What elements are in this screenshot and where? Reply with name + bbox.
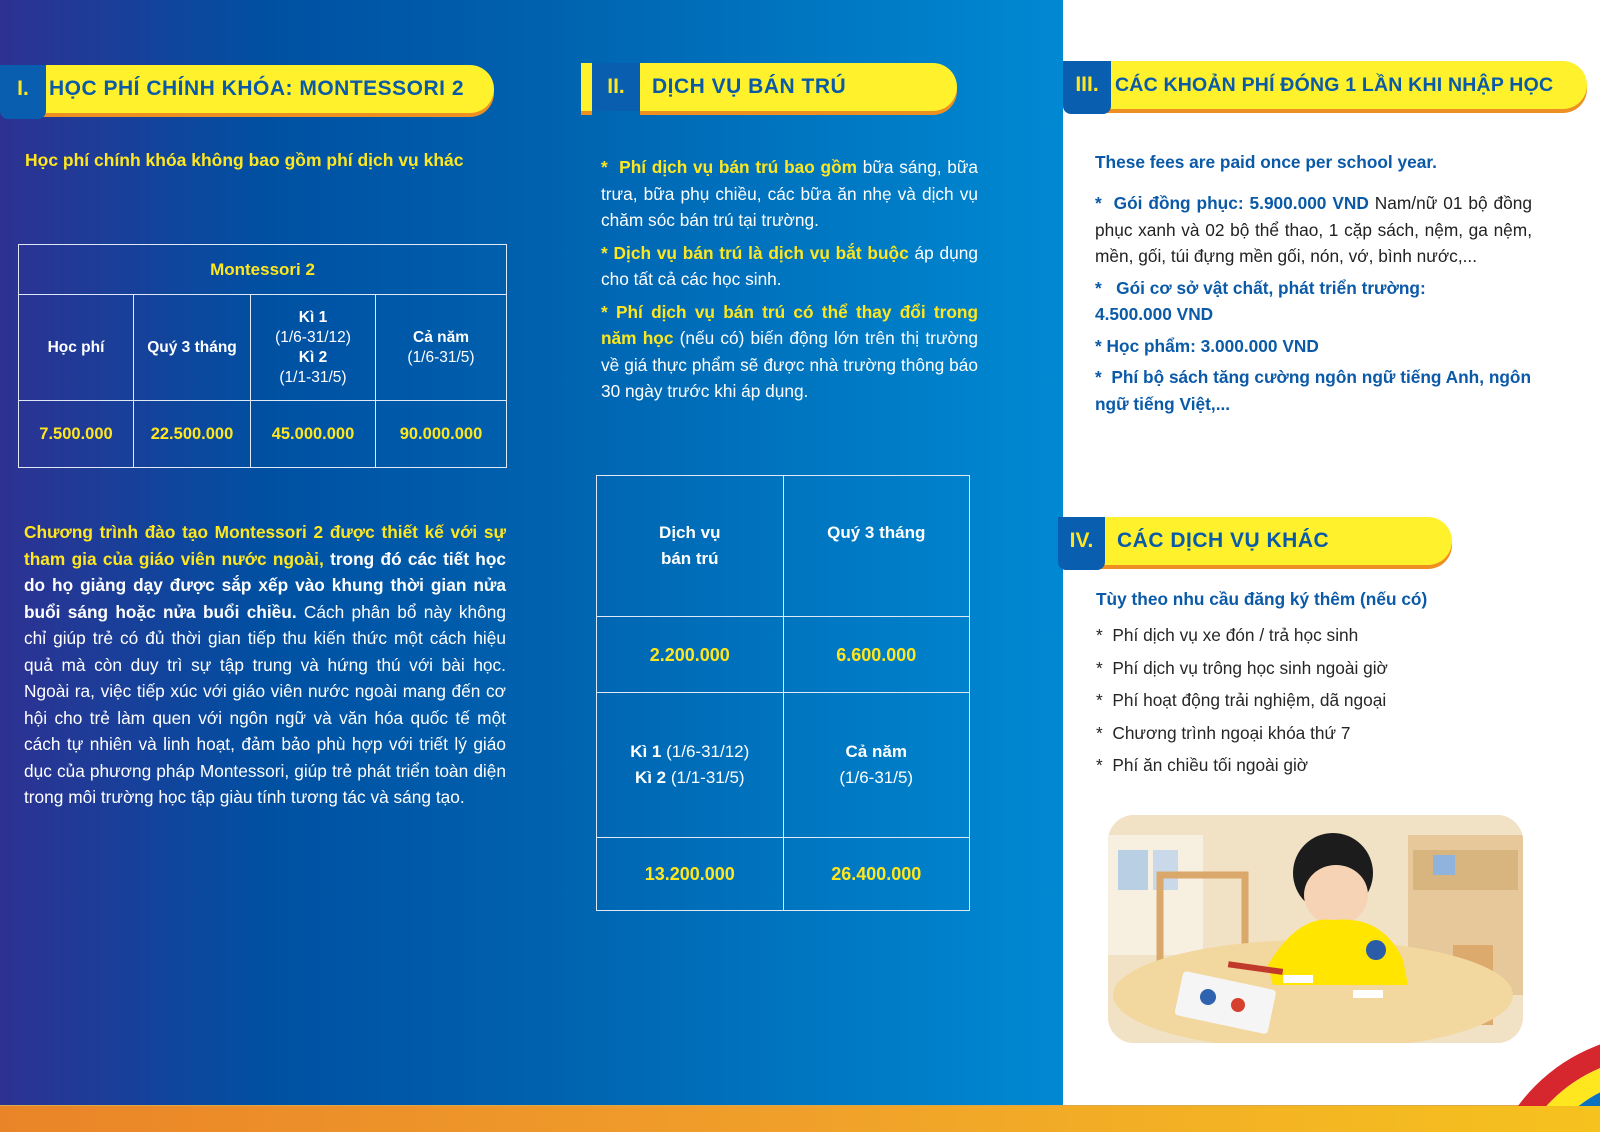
value-year: 26.400.000	[783, 838, 970, 911]
value-year: 90.000.000	[376, 401, 507, 468]
term1-label: Kì 1	[630, 742, 662, 761]
fee-item-supplies	[1095, 333, 1532, 360]
bullet-2-bold: Dịch vụ bán trú là dịch vụ bắt buộc	[613, 242, 909, 263]
bullet-star: *	[1095, 335, 1102, 356]
supplies-label: Học phẩm:	[1106, 335, 1201, 356]
bullet-star: *	[601, 242, 608, 263]
header-terms	[251, 295, 376, 401]
term2-label: Kì 2	[634, 768, 667, 787]
section-4-header	[1058, 517, 1452, 565]
rainbow-decoration	[1460, 1010, 1600, 1106]
fee-item-books	[1095, 364, 1532, 417]
term1-dates: (1/6-31/12)	[666, 742, 750, 761]
fee-item-facilities	[1095, 275, 1532, 328]
service-bus: Phí dịch vụ xe đón / trả học sinh	[1112, 625, 1359, 645]
bullet-1-bold: Phí dịch vụ bán trú bao gồm	[619, 157, 857, 177]
bullet-3-bold: Phí dịch vụ bán trú có thể thay đổi trong năm học	[601, 301, 978, 348]
uniform-fee: Gói đồng phục: 5.900.000 VND	[1113, 193, 1369, 213]
fee-item-uniform	[1095, 190, 1532, 270]
header-service-line-2: bán trú	[660, 549, 719, 568]
section-3-header	[1063, 61, 1587, 109]
bottom-gradient-band	[0, 1105, 1600, 1132]
description-text: Cách phân bổ này không chỉ giúp trẻ có đủ thời gian tiếp thu kiến thức một cách hiệu quả mà còn duy trì sự tập trung và hứng thú với bài học. Ngoài ra, việc tiếp xúc với giáo viên nước ngoài mang đến cơ hội cho trẻ làm quen với ngôn ngữ và văn hóa quốc tế một cách tự nhiên và linh hoạt, đảm bảo phù hợp với triết lý giáo dục của phương pháp Montessori, giúp trẻ phát triển toàn diện trong môi trường học tập giàu tính tương tác và sáng tạo.	[24, 601, 507, 807]
section-1-note: Học phí chính khóa không bao gồm phí dịch vụ khác	[25, 150, 464, 170]
bullet-star: *	[1096, 625, 1103, 645]
header-year	[376, 295, 507, 401]
value-monthly: 7.500.000	[19, 401, 134, 468]
header-quarter: Quý 3 tháng	[134, 295, 251, 401]
other-service-item	[1096, 652, 1388, 685]
supplies-fee: 3.000.000 VND	[1200, 335, 1319, 356]
service-late-meal: Phí ăn chiều tối ngoài giờ	[1112, 755, 1309, 775]
year-dates: (1/6-31/5)	[407, 348, 475, 366]
section-2-header	[581, 63, 957, 111]
section-2-number: II.	[592, 63, 640, 111]
bullet-star: *	[1096, 722, 1103, 743]
other-service-item	[1096, 749, 1388, 782]
section-1-header	[0, 65, 495, 113]
section-1-title: HỌC PHÍ CHÍNH KHÓA: MONTESSORI 2	[36, 65, 494, 113]
term1-dates: (1/6-31/12)	[275, 328, 351, 346]
year-label: Cả năm	[845, 742, 907, 761]
books-fee-label: Phí bộ sách tăng cường ngôn ngữ tiếng Anh, ngôn ngữ tiếng Việt,...	[1095, 367, 1532, 414]
bullet-star: *	[1096, 657, 1103, 678]
section-1-number: I.	[0, 65, 46, 119]
value-term: 13.200.000	[597, 838, 784, 911]
other-services-list	[1096, 619, 1388, 782]
header-service	[597, 476, 784, 617]
service-after-hours-care: Phí dịch vụ trông học sinh ngoài giờ	[1112, 657, 1388, 678]
facilities-label: Gói cơ sở vật chất, phát triển trường:	[1116, 277, 1426, 298]
description-highlight: Chương trình đào tạo Montessori 2 được thiết kế với sự tham gia của giáo viên nước ngoài,	[24, 522, 506, 569]
rainbow-icon	[1460, 1010, 1600, 1106]
year-label: Cả năm	[413, 328, 469, 346]
year-dates: (1/6-31/5)	[839, 768, 914, 787]
other-service-item	[1096, 717, 1388, 750]
section-2-bullet-3	[601, 299, 978, 405]
bullet-star: *	[1096, 690, 1103, 710]
facilities-fee: 4.500.000 VND	[1095, 304, 1214, 324]
section-2-bullet-2	[601, 240, 978, 293]
term2-label: Kì 2	[298, 348, 328, 366]
section-3-title: CÁC KHOẢN PHÍ ĐÓNG 1 LẦN KHI NHẬP HỌC	[1099, 61, 1587, 109]
section-2-bullets	[601, 154, 978, 405]
section-1-description	[24, 519, 506, 811]
value-term: 45.000.000	[251, 401, 376, 468]
bullet-3-text: (nếu có) biến động lớn trên thị trường về giá thực phẩm sẽ được nhà trường thông báo 30 ngày trước khi áp dụng.	[601, 328, 978, 401]
year-label-cell	[783, 693, 970, 838]
section-3-number: III.	[1063, 61, 1111, 114]
value-quarter: 22.500.000	[134, 401, 251, 468]
photo-illustration	[1108, 815, 1523, 1043]
bullet-2-text: áp dụng cho tất cả các học sinh.	[601, 242, 978, 289]
tuition-table-title: Montessori 2	[19, 245, 507, 295]
bullet-star: *	[1096, 755, 1103, 775]
other-service-item	[1096, 684, 1388, 717]
section-2-yellow-strip	[581, 63, 592, 111]
value-quarter: 6.600.000	[783, 617, 970, 693]
section-2-bullet-1	[601, 154, 978, 234]
section-3-subtitle: These fees are paid once per school year.	[1095, 152, 1437, 172]
bullet-star: *	[601, 301, 608, 322]
header-service-line-1: Dịch vụ	[659, 523, 721, 542]
value-monthly: 2.200.000	[597, 617, 784, 693]
section-4-title: CÁC DỊCH VỤ KHÁC	[1098, 517, 1452, 565]
child-classroom-photo	[1108, 815, 1523, 1043]
bullet-1-text: bữa sáng, bữa trưa, bữa phụ chiều, các bữa ăn nhẹ và dịch vụ chăm sóc bán trú tại trường.	[601, 157, 979, 230]
bullet-star: *	[1095, 367, 1102, 387]
service-saturday-program: Chương trình ngoại khóa thứ 7	[1112, 722, 1351, 743]
tuition-table	[18, 244, 507, 468]
section-4-subtitle: Tùy theo nhu cầu đăng ký thêm (nếu có)	[1096, 589, 1428, 609]
section-4-number: IV.	[1058, 517, 1105, 570]
term1-label: Kì 1	[298, 308, 328, 326]
section-2-title: DỊCH VỤ BÁN TRÚ	[640, 63, 957, 111]
boarding-service-table	[596, 475, 970, 911]
header-quarter: Quý 3 tháng	[783, 476, 970, 617]
other-service-item	[1096, 619, 1388, 652]
bullet-star: *	[1095, 193, 1102, 213]
section-3-items	[1095, 190, 1532, 417]
bullet-star: *	[1095, 277, 1102, 298]
terms-label	[597, 693, 784, 838]
header-fee: Học phí	[19, 295, 134, 401]
term2-dates: (1/1-31/5)	[279, 368, 347, 386]
description-bold: trong đó các tiết học do họ giảng dạy được sắp xếp vào khung thời gian nửa buổi sáng hoặc nửa buổi chiều.	[24, 548, 507, 622]
term2-dates: (1/1-31/5)	[670, 768, 745, 787]
bullet-star: *	[601, 157, 608, 177]
uniform-description: Nam/nữ 01 bộ đồng phục xanh và 02 bộ thể thao, 1 cặp sách, nệm, ga nệm, mền, gối, túi đựng mền gối, nón, vớ, bình nước,...	[1095, 193, 1533, 266]
service-field-trip: Phí hoạt động trải nghiệm, dã ngoại	[1112, 690, 1387, 710]
